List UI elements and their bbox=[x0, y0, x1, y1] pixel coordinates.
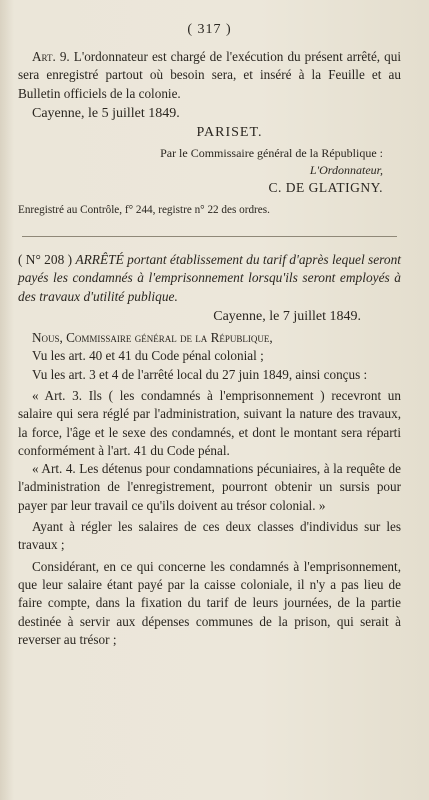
page-number: ( 317 ) bbox=[187, 22, 232, 37]
registration-note: Enregistré au Contrôle, f° 244, registre n° 22 des ordres. bbox=[18, 204, 270, 217]
arrete-title: ARRÊTÉ portant établissement du tarif d'après lequel seront payés les condamnés à l'emprisonnement lorsqu'ils seront employés à des travaux d'utilité publique. bbox=[18, 252, 402, 304]
article-3-quote: « Art. 3. Ils ( les condamnés à l'emprisonnement ) recevront un salaire qui sera réglé par l'administration, suivant la nature des travaux, la force, l'âge et le sexe des condamnés, et dont le montant sera réparti conformément à l'art. 41 du Code pénal. bbox=[18, 387, 401, 458]
article-9 bbox=[18, 48, 401, 103]
date-line-1: Cayenne, le 5 juillet 1849. bbox=[32, 105, 180, 121]
nous-line: Nous, Commissaire général de la République, bbox=[32, 330, 273, 346]
by-commissaire-line: Par le Commissaire général de la République : bbox=[160, 146, 383, 161]
ordonnateur-name: C. DE GLATIGNY. bbox=[268, 180, 383, 196]
signatory-name: PARISET. bbox=[196, 125, 263, 141]
arrete-number: ( N° 208 ) bbox=[18, 252, 73, 268]
article-9-label: Art. 9. bbox=[32, 49, 70, 64]
ordonnateur-title: L'Ordonnateur, bbox=[309, 163, 383, 178]
considerant-paragraph: Considérant, en ce qui concerne les condamnés à l'emprisonnement, que leur salaire étant payé par la caisse coloniale, il n'y a pas lieu de faire compte, dans la fixation du tarif de leurs journées, de la partie destinée à servir aux dépenses communes de la prison, qui serait à reverser au trésor ; bbox=[18, 558, 401, 647]
section-divider bbox=[22, 236, 397, 237]
arrete-208-heading bbox=[18, 251, 401, 306]
article-9-text: L'ordonnateur est chargé de l'exécution du présent arrêté, qui sera enregistré partout où besoin sera, et inséré à la Feuille et au Bulletin officiels de la colonie. bbox=[18, 49, 401, 101]
ayant-paragraph: Ayant à régler les salaires de ces deux classes d'individus sur les travaux ; bbox=[18, 519, 401, 553]
vu-line-2: Vu les art. 3 et 4 de l'arrêté local du 27 juin 1849, ainsi conçus : bbox=[32, 366, 368, 382]
vu-line-1: Vu les art. 40 et 41 du Code pénal colonial ; bbox=[32, 348, 264, 364]
date-line-2: Cayenne, le 7 juillet 1849. bbox=[213, 309, 361, 325]
article-4-quote: « Art. 4. Les détenus pour condamnations pécuniaires, à la requête de l'administration de l'enregistrement, pourront obtenir un sursis pour payer par leur travail ce qu'ils doivent au trésor colonial. » bbox=[18, 461, 401, 513]
